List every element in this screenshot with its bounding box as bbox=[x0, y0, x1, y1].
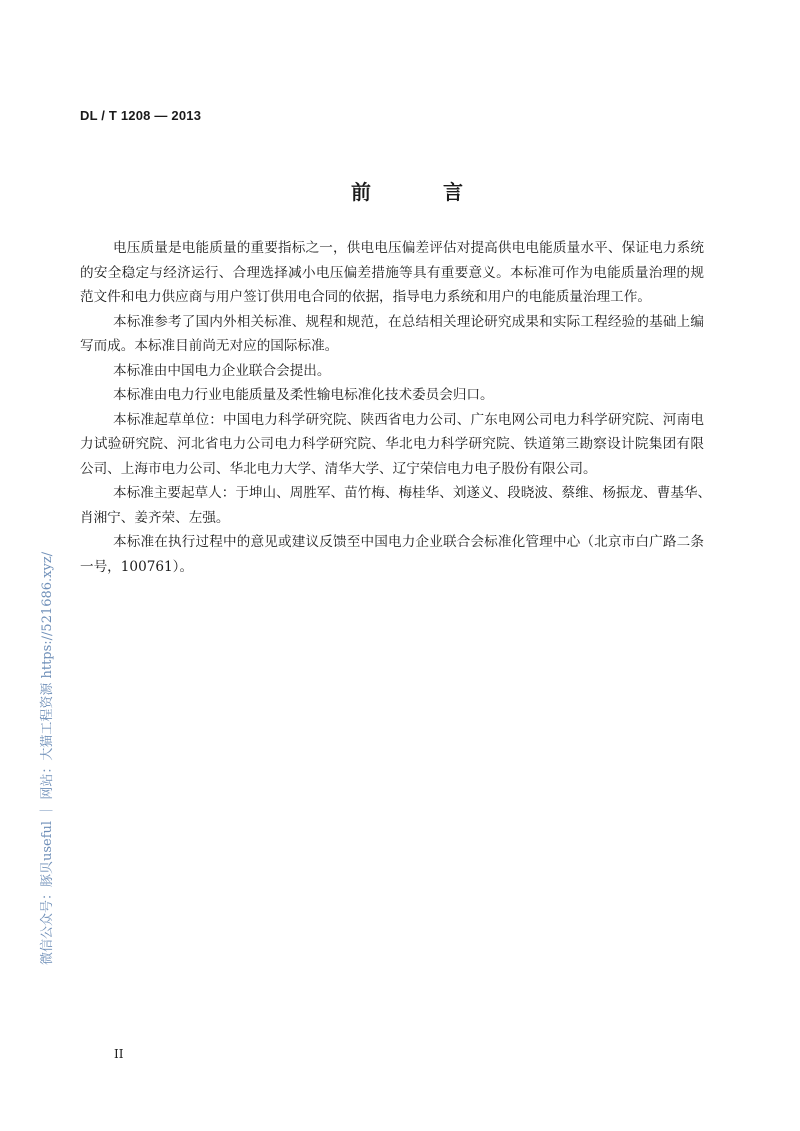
paragraph-line: 本标准参考了国内外相关标准、规程和规范，在总结相关理论研究成果和实际工程经验的基础上编 bbox=[113, 313, 704, 330]
paragraph-line: 力试验研究院、河北省电力公司电力科学研究院、华北电力科学研究院、铁道第三勘察设计院集团有限 bbox=[80, 436, 704, 452]
paragraph-line: 肖湘宁、姜齐荣、左强。 bbox=[80, 509, 230, 526]
standard-code-header: DL / T 1208 — 2013 bbox=[80, 108, 202, 123]
watermark-text: 微信公众号：豚贝useful ｜ 网站：大猫工程资源 https://521686.xyz/ bbox=[40, 551, 55, 965]
paragraph-line: 写而成。本标准目前尚无对应的国际标准。 bbox=[80, 338, 339, 354]
paragraph bbox=[80, 481, 712, 530]
paragraph-line: 的安全稳定与经济运行、合理选择减小电压偏差措施等具有重要意义。本标准可作为电能质量治理的规 bbox=[80, 264, 704, 281]
paragraph bbox=[80, 359, 704, 384]
paragraph-line: 本标准由中国电力企业联合会提出。 bbox=[113, 362, 331, 379]
paragraph-line: 本标准由电力行业电能质量及柔性输电标准化技术委员会归口。 bbox=[113, 387, 494, 403]
paragraph bbox=[80, 408, 704, 482]
paragraph bbox=[80, 383, 704, 408]
paragraph-line: 本标准在执行过程中的意见或建议反馈至中国电力企业联合会标准化管理中心（北京市白广路二条 bbox=[113, 534, 704, 550]
paragraph bbox=[80, 236, 704, 310]
paragraph-line: 电压质量是电能质量的重要指标之一，供电电压偏差评估对提高供电电能质量水平、保证电力系统 bbox=[113, 240, 704, 256]
paragraph-line: 本标准主要起草人：于坤山、周胜军、苗竹梅、梅桂华、刘遂义、段晓波、蔡维、杨振龙、曹基华、 bbox=[113, 485, 712, 501]
paragraph-line: 一号，100761）。 bbox=[80, 558, 194, 575]
page-title: 前 言 bbox=[351, 180, 489, 204]
paragraph bbox=[80, 530, 704, 579]
paragraph bbox=[80, 310, 704, 359]
paragraph-line: 公司、上海市电力公司、华北电力大学、清华大学、辽宁荣信电力电子股份有限公司。 bbox=[80, 460, 597, 477]
page-number: II bbox=[114, 1047, 124, 1061]
foreword-body bbox=[80, 236, 712, 579]
paragraph-line: 本标准起草单位：中国电力科学研究院、陕西省电力公司、广东电网公司电力科学研究院、河南电 bbox=[113, 411, 704, 428]
paragraph-line: 范文件和电力供应商与用户签订供用电合同的依据，指导电力系统和用户的电能质量治理工作。 bbox=[80, 289, 651, 305]
